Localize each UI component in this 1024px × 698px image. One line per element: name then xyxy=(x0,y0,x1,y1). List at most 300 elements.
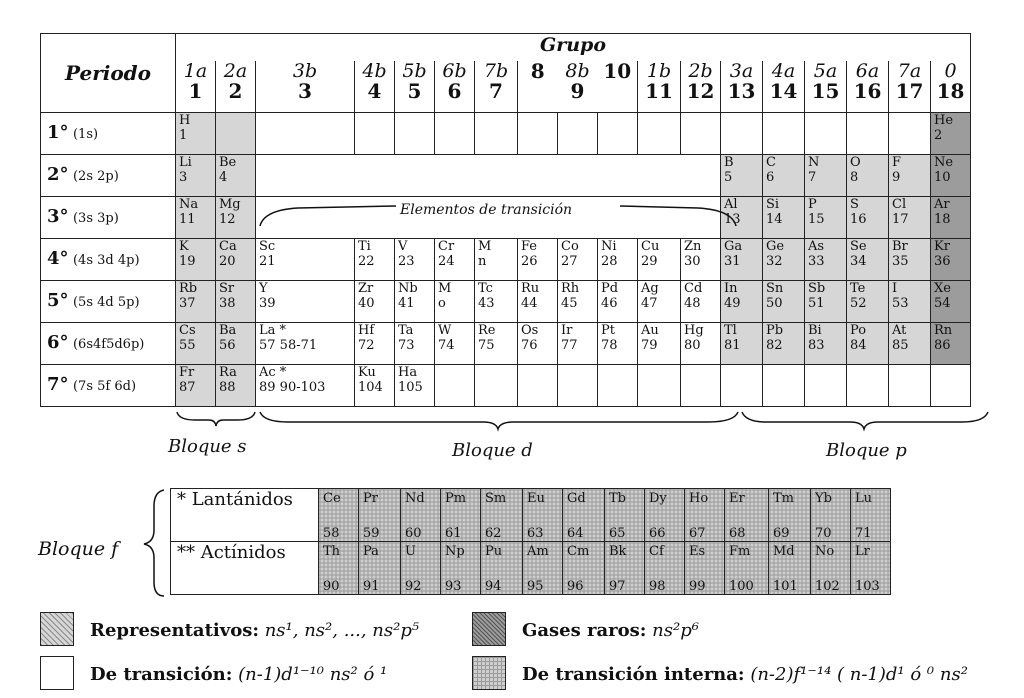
period-row-4 xyxy=(41,239,971,281)
element-cell xyxy=(395,281,435,323)
f-element-cell xyxy=(685,542,725,595)
element-cell xyxy=(721,323,763,365)
element-symbol: Li xyxy=(179,155,192,170)
empty-cell xyxy=(558,155,598,197)
empty-cell xyxy=(721,113,763,155)
f-element-cell xyxy=(441,542,481,595)
f-element-cell xyxy=(481,542,523,595)
element-cell xyxy=(216,113,256,155)
element-symbol: Sm xyxy=(485,491,507,506)
element-cell xyxy=(805,197,847,239)
empty-cell xyxy=(435,155,475,197)
element-symbol: Cd xyxy=(684,281,703,296)
element-atomic-number: 32 xyxy=(766,254,783,269)
f-element-cell xyxy=(359,542,401,595)
grupo-header: Grupo xyxy=(176,34,971,61)
group-header-9 xyxy=(558,61,598,113)
header-row-groups xyxy=(41,61,971,113)
element-symbol: Fm xyxy=(729,544,751,559)
empty-cell xyxy=(681,113,721,155)
empty-cell xyxy=(355,113,395,155)
f-element-cell xyxy=(851,489,891,542)
element-symbol: As xyxy=(808,239,825,254)
element-cell xyxy=(847,281,889,323)
element-cell xyxy=(355,281,395,323)
block-f-label: Bloque f xyxy=(38,538,119,560)
period-number: 2° xyxy=(47,163,69,185)
element-atomic-number: 40 xyxy=(358,296,375,311)
element-cell xyxy=(598,239,638,281)
element-cell xyxy=(763,155,805,197)
element-cell xyxy=(176,281,216,323)
element-symbol: Kr xyxy=(934,239,950,254)
block-p-label: Bloque p xyxy=(826,440,907,461)
element-atomic-number: 82 xyxy=(766,338,783,353)
element-atomic-number: 79 xyxy=(641,338,658,353)
element-symbol: Es xyxy=(689,544,706,559)
element-atomic-number: 69 xyxy=(773,526,790,541)
f-element-cell xyxy=(605,542,645,595)
element-atomic-number: 96 xyxy=(567,579,584,594)
empty-cell xyxy=(638,113,681,155)
f-element-cell xyxy=(563,542,605,595)
empty-cell xyxy=(558,113,598,155)
empty-cell xyxy=(518,365,558,407)
group-new-number: 15 xyxy=(811,78,840,103)
element-cell xyxy=(931,155,971,197)
empty-cell xyxy=(598,365,638,407)
element-symbol: Tb xyxy=(609,491,626,506)
element-atomic-number: 27 xyxy=(561,254,578,269)
period-label xyxy=(41,113,176,155)
group-old-label: 3b xyxy=(292,60,318,82)
element-symbol: Lr xyxy=(855,544,870,559)
element-atomic-number: 63 xyxy=(527,526,544,541)
group-header-10 xyxy=(598,61,638,113)
f-element-cell xyxy=(605,489,645,542)
period-label xyxy=(41,365,176,407)
element-symbol: Md xyxy=(773,544,795,559)
element-symbol: Hf xyxy=(358,323,375,338)
element-atomic-number: 43 xyxy=(478,296,495,311)
element-atomic-number: 46 xyxy=(601,296,618,311)
element-cell xyxy=(805,155,847,197)
element-atomic-number: 83 xyxy=(808,338,825,353)
empty-cell xyxy=(518,155,558,197)
element-symbol: Ac * xyxy=(259,365,287,380)
f-element-cell xyxy=(563,489,605,542)
element-symbol: Nd xyxy=(405,491,425,506)
group-old-label: 4a xyxy=(771,60,796,82)
element-symbol: Si xyxy=(766,197,780,212)
element-symbol: Mg xyxy=(219,197,241,212)
element-cell xyxy=(435,281,475,323)
group-new-number: 10 xyxy=(603,60,632,83)
element-symbol: Tc xyxy=(478,281,493,296)
empty-cell xyxy=(931,365,971,407)
element-symbol: K xyxy=(179,239,189,254)
element-cell xyxy=(598,323,638,365)
legend-representativos: Representativos: ns¹, ns², ..., ns²p⁵ xyxy=(90,620,420,641)
element-atomic-number: 13 xyxy=(724,212,741,227)
element-atomic-number: 53 xyxy=(892,296,909,311)
element-symbol: Ir xyxy=(561,323,573,338)
element-symbol: In xyxy=(724,281,738,296)
element-atomic-number: 37 xyxy=(179,296,196,311)
element-cell xyxy=(681,281,721,323)
element-cell xyxy=(256,239,355,281)
element-atomic-number: 21 xyxy=(259,254,276,269)
element-cell xyxy=(216,323,256,365)
element-symbol: Pd xyxy=(601,281,619,296)
transition-elements-label: Elementos de transición xyxy=(400,202,573,218)
element-symbol: N xyxy=(808,155,820,170)
element-atomic-number: 54 xyxy=(934,296,951,311)
element-atomic-number: 44 xyxy=(521,296,538,311)
element-cell xyxy=(763,197,805,239)
period-configuration: (6s4f5d6p) xyxy=(72,336,145,352)
group-new-number: 3 xyxy=(298,78,312,103)
element-symbol: Y xyxy=(259,281,268,296)
element-atomic-number: 76 xyxy=(521,338,538,353)
legend-transicion: De transición: (n-1)d¹⁻¹⁰ ns² ó ¹ xyxy=(90,664,388,685)
element-cell xyxy=(889,281,931,323)
element-cell xyxy=(355,239,395,281)
element-atomic-number: 20 xyxy=(219,254,236,269)
empty-cell xyxy=(256,113,355,155)
element-symbol: Tl xyxy=(724,323,737,338)
group-new-number: 1 xyxy=(188,78,203,103)
element-atomic-number: 62 xyxy=(485,526,502,541)
element-symbol: M xyxy=(438,281,452,296)
element-atomic-number: 70 xyxy=(815,526,832,541)
element-atomic-number: 56 xyxy=(219,338,236,353)
element-atomic-number: 90 xyxy=(323,579,340,594)
f-element-cell xyxy=(851,542,891,595)
period-number: 7° xyxy=(47,373,69,395)
empty-cell xyxy=(805,113,847,155)
element-symbol: Pt xyxy=(601,323,615,338)
empty-cell xyxy=(763,365,805,407)
element-atomic-number: 91 xyxy=(363,579,380,594)
f-element-cell xyxy=(401,542,441,595)
group-header-3 xyxy=(256,61,355,113)
element-cell xyxy=(435,239,475,281)
element-symbol: Fr xyxy=(179,365,195,380)
element-atomic-number: 3 xyxy=(179,170,188,185)
element-atomic-number: 5 xyxy=(724,170,733,185)
element-cell xyxy=(638,281,681,323)
f-element-cell xyxy=(359,489,401,542)
element-cell xyxy=(847,239,889,281)
element-atomic-number: 81 xyxy=(724,338,741,353)
element-atomic-number: 41 xyxy=(398,296,415,311)
element-symbol: Lu xyxy=(855,491,873,506)
element-cell xyxy=(475,323,518,365)
f-element-cell xyxy=(645,542,685,595)
empty-cell xyxy=(847,365,889,407)
element-cell xyxy=(395,365,435,407)
element-symbol: Bk xyxy=(609,544,627,559)
group-old-label: 6a xyxy=(855,60,880,82)
element-cell xyxy=(435,323,475,365)
element-atomic-number: 39 xyxy=(259,296,276,311)
element-cell xyxy=(558,281,598,323)
element-atomic-number: 88 xyxy=(219,380,236,395)
element-symbol: Np xyxy=(445,544,465,559)
element-symbol: Xe xyxy=(934,281,951,296)
period-configuration: (3s 3p) xyxy=(72,210,119,226)
element-atomic-number: 95 xyxy=(527,579,544,594)
period-row-2 xyxy=(41,155,971,197)
element-symbol: Br xyxy=(892,239,908,254)
element-atomic-number: 103 xyxy=(855,579,880,594)
element-cell xyxy=(721,281,763,323)
element-cell xyxy=(889,155,931,197)
element-symbol: Ar xyxy=(934,197,950,212)
element-atomic-number: 73 xyxy=(398,338,415,353)
element-symbol: At xyxy=(892,323,907,338)
element-atomic-number: 89 90-103 xyxy=(259,380,326,395)
element-symbol: Rb xyxy=(179,281,198,296)
element-symbol: Po xyxy=(850,323,867,338)
period-label xyxy=(41,155,176,197)
element-atomic-number: 49 xyxy=(724,296,741,311)
empty-cell xyxy=(847,113,889,155)
element-cell xyxy=(805,239,847,281)
element-cell xyxy=(176,365,216,407)
element-symbol: Ti xyxy=(358,239,371,254)
period-row-5 xyxy=(41,281,971,323)
element-atomic-number: 31 xyxy=(724,254,741,269)
element-symbol: Ag xyxy=(641,281,659,296)
element-cell xyxy=(518,281,558,323)
element-atomic-number: 10 xyxy=(934,170,951,185)
group-old-label: 3a xyxy=(729,60,754,82)
element-symbol: Am xyxy=(527,544,549,559)
period-configuration: (2s 2p) xyxy=(72,168,119,184)
element-symbol: Th xyxy=(323,544,341,559)
block-s-label: Bloque s xyxy=(168,436,247,457)
f-element-cell xyxy=(523,542,563,595)
element-symbol: No xyxy=(815,544,835,559)
group-header-6 xyxy=(435,61,475,113)
header-row-grupo xyxy=(41,34,971,61)
element-symbol: Yb xyxy=(815,491,832,506)
element-cell xyxy=(176,239,216,281)
element-symbol: I xyxy=(892,281,898,296)
element-cell xyxy=(475,239,518,281)
period-number: 4° xyxy=(47,247,69,269)
element-atomic-number: 75 xyxy=(478,338,495,353)
period-number: 6° xyxy=(47,331,69,353)
element-cell xyxy=(931,197,971,239)
empty-cell xyxy=(805,365,847,407)
element-symbol: P xyxy=(808,197,817,212)
empty-cell xyxy=(598,113,638,155)
element-atomic-number: 104 xyxy=(358,380,383,395)
element-symbol: C xyxy=(766,155,776,170)
element-atomic-number: 66 xyxy=(649,526,666,541)
group-new-number: 13 xyxy=(727,78,756,103)
element-symbol: Ha xyxy=(398,365,418,380)
element-cell xyxy=(176,197,216,239)
element-atomic-number: 57 58-71 xyxy=(259,338,318,353)
f-row-actinidos xyxy=(171,542,891,595)
element-symbol: Os xyxy=(521,323,539,338)
element-atomic-number: 97 xyxy=(609,579,626,594)
element-cell xyxy=(176,155,216,197)
group-new-number: 9 xyxy=(570,78,585,103)
element-symbol: Fe xyxy=(521,239,538,254)
element-atomic-number: 34 xyxy=(850,254,867,269)
element-cell xyxy=(176,323,216,365)
element-atomic-number: 8 xyxy=(850,170,859,185)
element-atomic-number: 38 xyxy=(219,296,236,311)
element-atomic-number: 28 xyxy=(601,254,618,269)
group-header-11 xyxy=(638,61,681,113)
element-atomic-number: 64 xyxy=(567,526,584,541)
empty-cell xyxy=(598,155,638,197)
element-atomic-number: 45 xyxy=(561,296,578,311)
element-symbol: Dy xyxy=(649,491,667,506)
group-header-17 xyxy=(889,61,931,113)
element-atomic-number: 58 xyxy=(323,526,340,541)
element-cell xyxy=(558,239,598,281)
element-symbol: Na xyxy=(179,197,199,212)
period-configuration: (4s 3d 4p) xyxy=(72,252,140,268)
group-header-18 xyxy=(931,61,971,113)
element-symbol: Cr xyxy=(438,239,455,254)
empty-cell xyxy=(435,365,475,407)
group-header-7 xyxy=(475,61,518,113)
group-new-number: 2 xyxy=(228,78,243,103)
element-cell xyxy=(889,323,931,365)
group-new-number: 7 xyxy=(489,78,503,103)
block-f-brace xyxy=(140,488,168,598)
element-atomic-number: 17 xyxy=(892,212,909,227)
element-atomic-number: 84 xyxy=(850,338,867,353)
element-symbol: S xyxy=(850,197,859,212)
f-element-cell xyxy=(319,542,359,595)
element-cell xyxy=(721,155,763,197)
element-symbol: Ru xyxy=(521,281,540,296)
element-cell xyxy=(395,239,435,281)
element-atomic-number: 105 xyxy=(398,380,423,395)
element-atomic-number: 29 xyxy=(641,254,658,269)
empty-cell xyxy=(395,155,435,197)
element-symbol: Ni xyxy=(601,239,617,254)
period-row-1 xyxy=(41,113,971,155)
element-atomic-number: 102 xyxy=(815,579,840,594)
element-atomic-number: 35 xyxy=(892,254,909,269)
f-block-table xyxy=(170,488,891,595)
element-atomic-number: n xyxy=(478,254,487,269)
element-atomic-number: o xyxy=(438,296,446,311)
element-atomic-number: 61 xyxy=(445,526,462,541)
group-old-label: 5a xyxy=(813,60,838,82)
element-atomic-number: 59 xyxy=(363,526,380,541)
element-symbol: F xyxy=(892,155,902,170)
period-number: 1° xyxy=(47,121,69,143)
element-symbol: Nb xyxy=(398,281,418,296)
group-old-label: 7a xyxy=(897,60,922,82)
element-atomic-number: 33 xyxy=(808,254,825,269)
element-atomic-number: 6 xyxy=(766,170,775,185)
element-symbol: Au xyxy=(641,323,659,338)
group-new-number: 18 xyxy=(936,78,965,103)
empty-cell xyxy=(558,365,598,407)
element-symbol: Bi xyxy=(808,323,822,338)
element-atomic-number: 51 xyxy=(808,296,825,311)
element-symbol: Sn xyxy=(766,281,784,296)
group-new-number: 5 xyxy=(407,78,422,103)
empty-cell xyxy=(721,365,763,407)
element-symbol: Pm xyxy=(445,491,467,506)
f-element-cell xyxy=(319,489,359,542)
element-atomic-number: 11 xyxy=(179,212,196,227)
legend-representativos-swatch xyxy=(40,612,74,646)
element-symbol: Ce xyxy=(323,491,341,506)
element-symbol: Tm xyxy=(773,491,794,506)
element-atomic-number: 74 xyxy=(438,338,455,353)
element-cell xyxy=(475,281,518,323)
element-atomic-number: 22 xyxy=(358,254,375,269)
element-atomic-number: 65 xyxy=(609,526,626,541)
element-cell xyxy=(176,113,216,155)
empty-cell xyxy=(395,113,435,155)
element-atomic-number: 2 xyxy=(934,128,943,143)
element-symbol: Cm xyxy=(567,544,590,559)
group-header-4 xyxy=(355,61,395,113)
element-cell xyxy=(256,281,355,323)
group-old-label: 1a xyxy=(183,60,208,82)
empty-cell xyxy=(638,365,681,407)
period-number: 3° xyxy=(47,205,69,227)
element-atomic-number: 9 xyxy=(892,170,901,185)
element-cell xyxy=(889,197,931,239)
element-cell xyxy=(805,323,847,365)
empty-cell xyxy=(889,365,931,407)
element-symbol: Cs xyxy=(179,323,196,338)
element-symbol: Eu xyxy=(527,491,545,506)
element-cell xyxy=(931,281,971,323)
element-atomic-number: 18 xyxy=(934,212,951,227)
empty-cell xyxy=(475,365,518,407)
group-old-label: 1b xyxy=(646,60,672,82)
group-old-label: 6b xyxy=(442,60,467,82)
group-old-label: 2b xyxy=(688,60,713,82)
element-symbol: Ra xyxy=(219,365,237,380)
group-old-label: 8b xyxy=(565,60,590,82)
element-atomic-number: 93 xyxy=(445,579,462,594)
element-symbol: Ho xyxy=(689,491,709,506)
element-cell xyxy=(216,281,256,323)
element-atomic-number: 36 xyxy=(934,254,951,269)
element-atomic-number: 85 xyxy=(892,338,909,353)
period-configuration: (7s 5f 6d) xyxy=(72,378,137,394)
element-cell xyxy=(355,365,395,407)
period-configuration: (1s) xyxy=(72,126,99,142)
element-symbol: Te xyxy=(850,281,866,296)
element-symbol: Sr xyxy=(219,281,235,296)
element-cell xyxy=(847,197,889,239)
element-cell xyxy=(931,239,971,281)
empty-cell xyxy=(256,155,355,197)
element-atomic-number: 14 xyxy=(766,212,783,227)
period-row-7 xyxy=(41,365,971,407)
group-header-15 xyxy=(805,61,847,113)
